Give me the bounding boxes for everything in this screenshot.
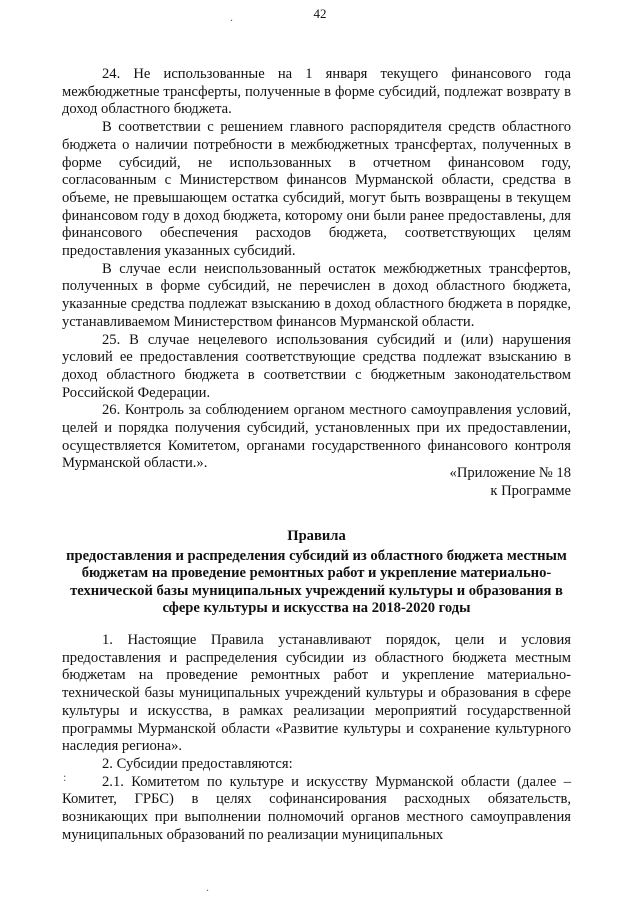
section-b-body	[62, 632, 571, 844]
appendix-reference	[450, 465, 571, 500]
appendix-line-1: «Приложение № 18	[449, 465, 571, 481]
appendix-line-2: к Программе	[490, 482, 571, 499]
paragraph-26: 26. Контроль за соблюдением органом местного самоуправления условий, целей и порядка получения субсидий, установленных при их предоставлении, осуществляется Комитетом, органами государственного финансового контроля Мурманской области.».	[62, 402, 571, 472]
paragraph-25: 25. В случае нецелевого использования субсидий и (или) нарушения условий ее предоставления соответствующие средства подлежат взысканию в доход областного бюджета в соответствии с бюджетным законодательством Российской Федерации.	[62, 331, 571, 401]
rules-heading	[62, 528, 571, 618]
page-number: 42	[313, 6, 327, 21]
scan-speck: .	[230, 10, 233, 24]
paragraph-24: 24. Не использованные на 1 января текущего финансового года межбюджетные трансферты, полученные в форме субсидий, подлежат возврату в доход областного бюджета.	[62, 66, 571, 118]
rules-subtitle: предоставления и распределения субсидий из областного бюджета местным бюджетам на проведение ремонтных работ и укрепление материально-технической базы муниципальных учреждений культуры и образования в сфере культуры и искусства на 2018-2020 годы	[66, 547, 567, 617]
scan-speck: .	[206, 880, 209, 894]
paragraph-return-decision: В соответствии с решением главного распорядителя средств областного бюджета о наличии потребности в межбюджетных трансфертах, полученных в форме субсидий, не использованных в отчетном финансовом году, согласованным с Министерством финансов Мурманской области, средства в объеме, не превышающем остатка субсидий, могут быть возвращены в текущем финансовом году в доход бюджета, которому они были ранее предоставлены, для финансового обеспечения расходов бюджета, соответствующих целям предоставления указанных субсидий.	[62, 119, 571, 260]
scan-speck: :	[63, 770, 67, 784]
paragraph-1: 1. Настоящие Правила устанавливают порядок, цели и условия предоставления и распределения субсидии из областного бюджета местным бюджетам на проведение ремонтных работ и укрепление материально-технической базы муниципальных учреждений культуры и образования в сфере культуры и искусства, в рамках реализации мероприятий государственной программы Мурманской области «Развитие культуры и сохранение культурного наследия региона».	[62, 632, 571, 755]
rules-title: Правила	[287, 528, 346, 544]
section-a-body	[62, 66, 571, 473]
paragraph-2: 2. Субсидии предоставляются:	[102, 755, 293, 772]
paragraph-2-1: 2.1. Комитетом по культуре и искусству Мурманской области (далее – Комитет, ГРБС) в целях софинансирования расходных обязательств, возникающих при выполнении полномочий органов местного самоуправления муниципальных образований по реализации муниципальных	[62, 773, 571, 843]
paragraph-recovery: В случае если неиспользованный остаток межбюджетных трансфертов, полученных в форме субсидий, не перечислен в доход областного бюджета, указанные средства подлежат взысканию в доход областного бюджета в порядке, устанавливаемом Министерством финансов Мурманской области.	[62, 260, 571, 330]
